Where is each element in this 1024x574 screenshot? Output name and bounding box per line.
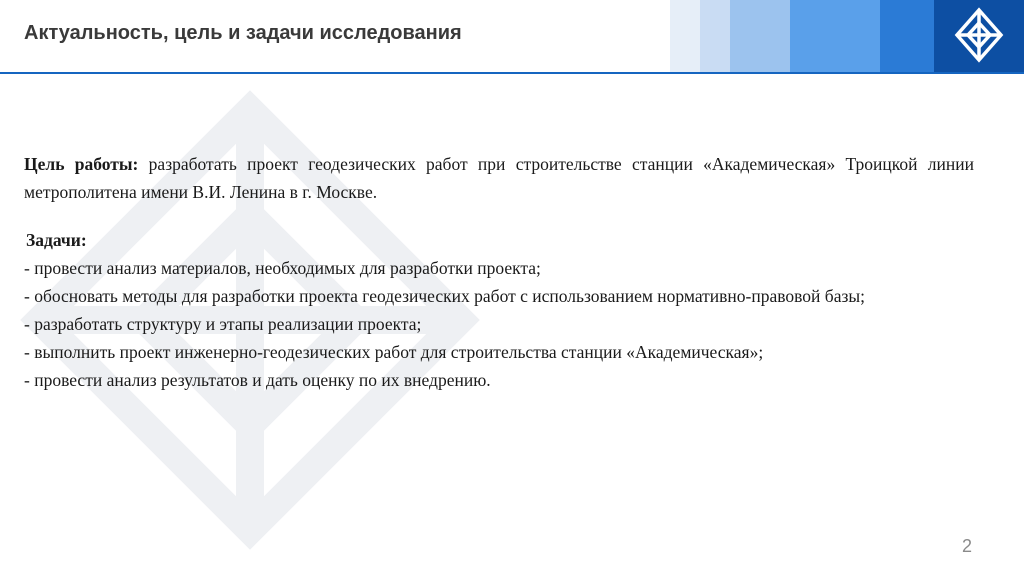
goal-label: Цель работы: [24,154,139,174]
list-item: - разработать структуру и этапы реализации проекта; [24,314,422,334]
list-item: - выполнить проект инженерно-геодезических работ для строительства станции «Академическая»; [24,342,764,362]
slide-body [24,150,974,394]
list-item: - обосновать методы для разработки проекта геодезических работ с использованием нормативно-правовой базы; [24,286,865,306]
header-stripe [670,0,700,72]
page-number: 2 [962,536,973,556]
header-divider [0,72,1024,74]
header-bar [0,0,1024,72]
page-title: Актуальность, цель и задачи исследования [24,22,462,44]
header-stripe [880,0,934,72]
goal-text: разработать проект геодезических работ при строительстве станции «Академическая» Троицкой линии метрополитена имени В.И. Ленина в г. Москве. [24,154,974,202]
university-emblem-icon [953,6,1005,64]
logo-box [934,0,1024,72]
tasks-list [24,254,974,394]
list-item: - провести анализ результатов и дать оценку по их внедрению. [24,370,491,390]
list-item: - провести анализ материалов, необходимых для разработки проекта; [24,258,541,278]
goal-paragraph [24,150,974,206]
tasks-heading: Задачи: [26,230,87,250]
header-stripe [700,0,730,72]
header-stripe [790,0,880,72]
header-stripe [730,0,790,72]
